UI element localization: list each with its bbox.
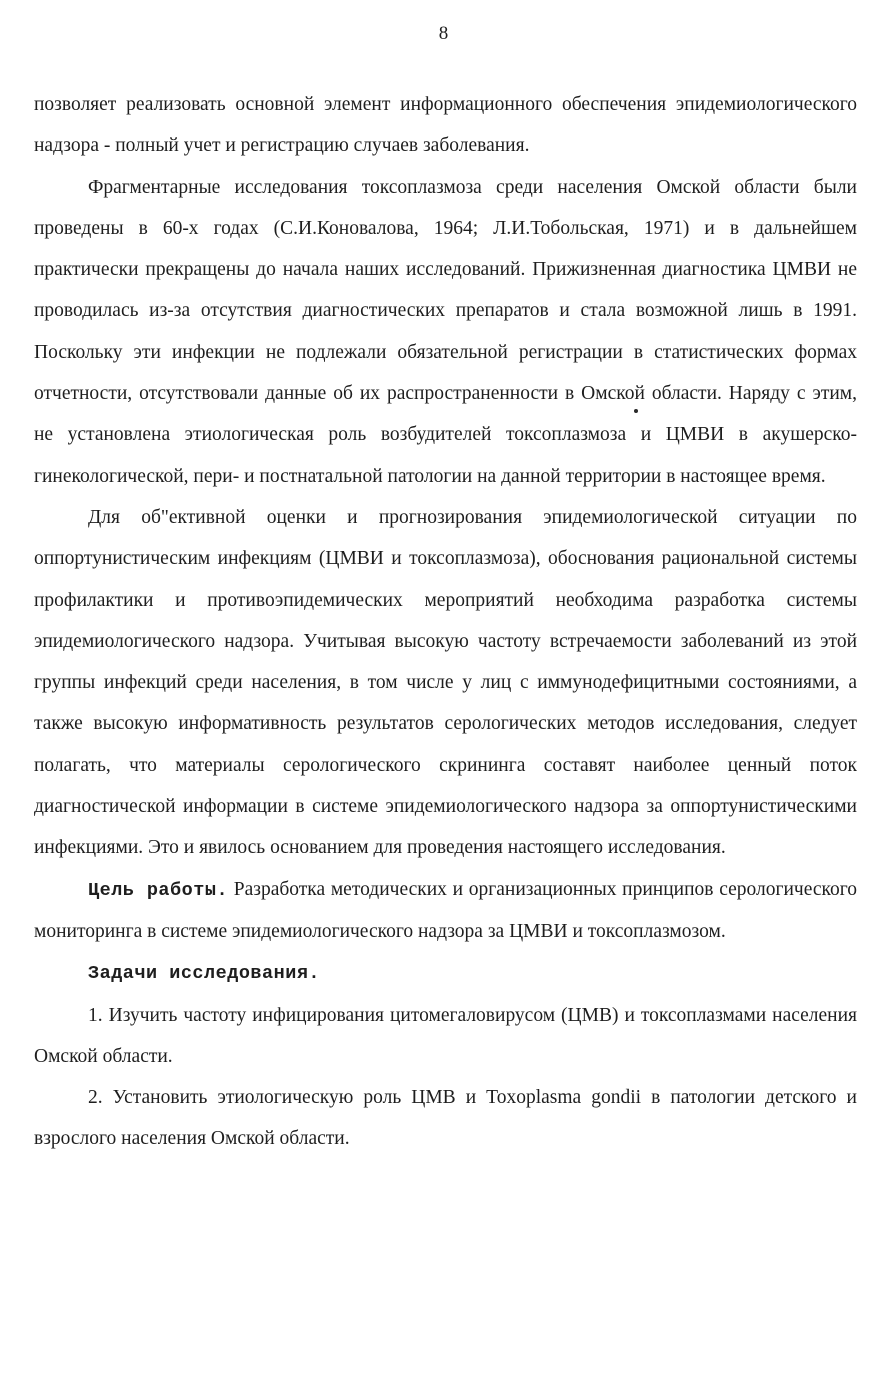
task-item: 1. Изучить частоту инфицирования цитомегаловирусом (ЦМВ) и токсоплазмами населения Омской области. bbox=[34, 1004, 857, 1067]
paragraph-rationale: Для об"ективной оценки и прогнозирования эпидемиологической ситуации по оппортунистическим инфекциям (ЦМВИ и токсоплазмоза), обоснования рациональной системы профилактики и противоэпидемических мероприятий необходима разработка системы эпидемиологического надзора. Учитывая высокую частоту встречаемости заболеваний из этой группы инфекций среди населения, в том числе у лиц с иммунодефицитными состояниями, а также высокую информативность результатов серологических методов исследования, следует полагать, что материалы серологического скрининга составят наиболее ценный поток диагностической информации в системе эпидемиологического надзора за оппортунистическими инфекциями. Это и явилось основанием для проведения настоящего исследования. bbox=[34, 506, 857, 859]
goal-text: Разработка методических и организационных принципов серологического мониторинга в системе эпидемиологического надзора за ЦМВИ и токсоплазмозом. bbox=[34, 878, 857, 942]
paragraph-background: Фрагментарные исследования токсоплазмоза среди населения Омской области были проведены в 60-х годах (С.И.Коновалова, 1964; Л.И.Тобольская, 1971) и в дальнейшем практически прекращены до начала наших исследований. Прижизненная диагностика ЦМВИ не проводилась из-за отсутствия диагностических препаратов и стала возможной лишь в 1991. Поскольку эти инфекции не подлежали обязательной регистрации в статистических формах отчетности, отсутствовали данные об их распространенности в Омской области. Наряду с этим, не установлена этиологическая роль возбудителей токсоплазмоза и ЦМВИ в акушерско-гинекологической, пери- и постнатальной патологии на данной территории в настоящее время. bbox=[34, 176, 857, 487]
tasks-heading: Задачи исследования. bbox=[88, 963, 321, 985]
paragraph-continuation: позволяет реализовать основной элемент информационного обеспечения эпидемиологического надзора - полный учет и регистрацию случаев заболевания. bbox=[34, 94, 857, 157]
tasks-heading-line bbox=[34, 952, 857, 994]
goal-label: Цель работы. bbox=[88, 879, 229, 901]
paragraph-goal bbox=[34, 869, 857, 953]
page-number: 8 bbox=[438, 23, 449, 44]
task-item: 2. Установить этиологическую роль ЦМВ и Toxoplasma gondii в патологии детского и взрослого населения Омской области. bbox=[34, 1087, 857, 1150]
body-text bbox=[34, 84, 857, 1160]
